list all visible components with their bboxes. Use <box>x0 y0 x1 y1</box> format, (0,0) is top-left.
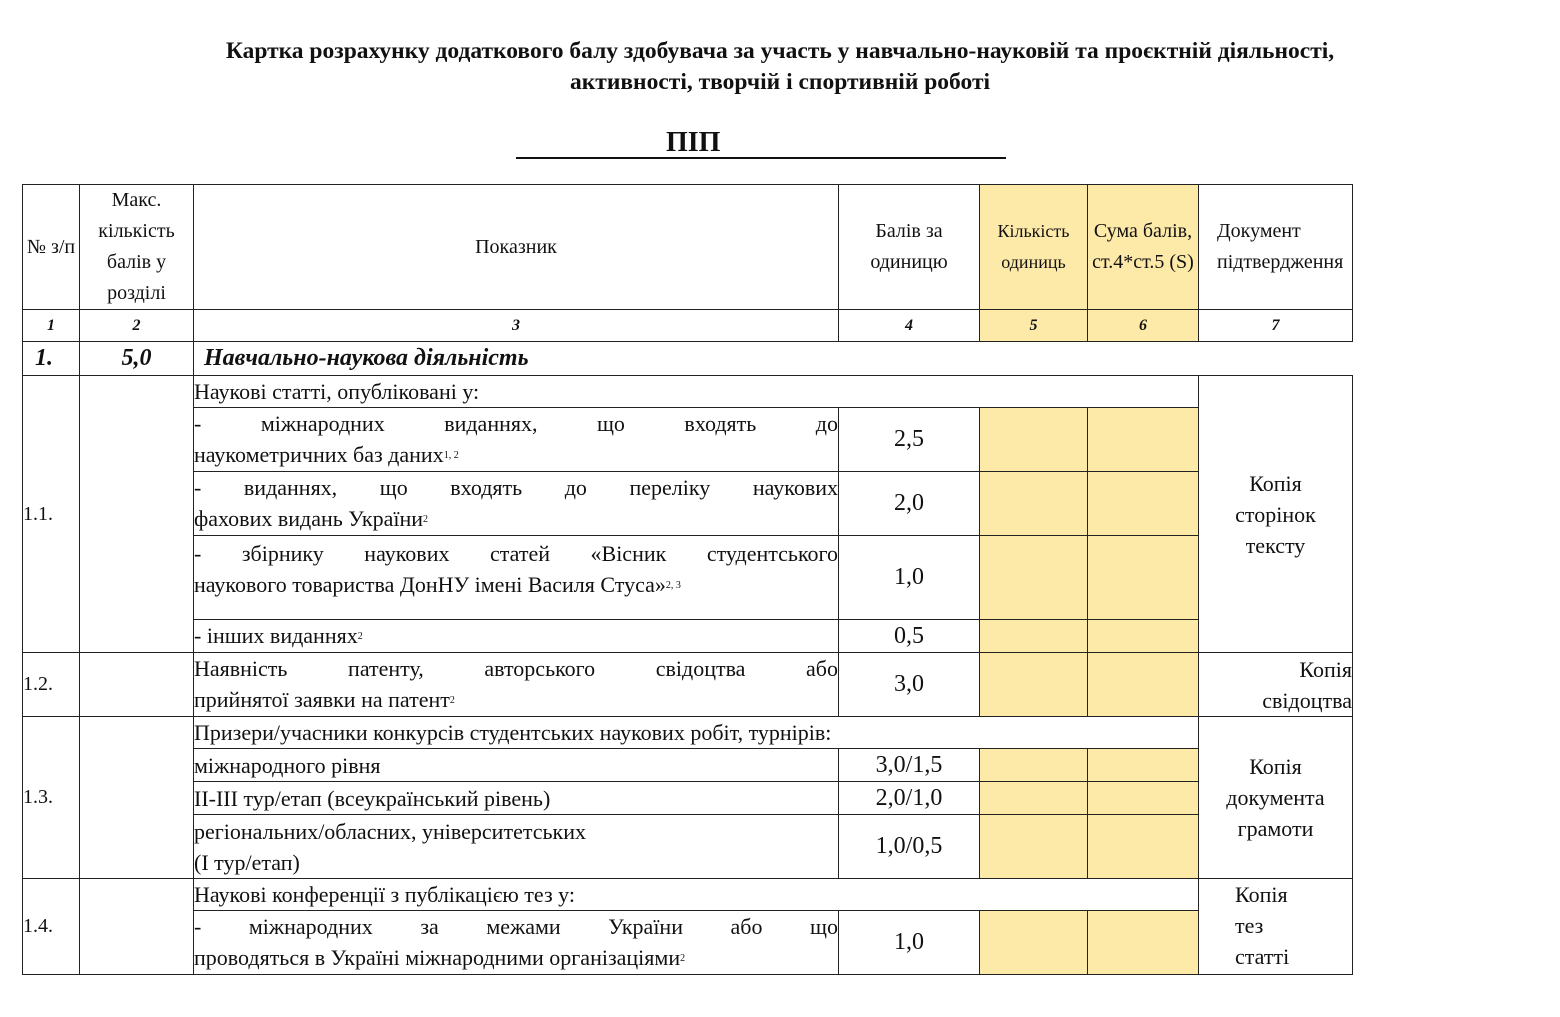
footnote-ref: 2 <box>449 695 455 706</box>
header-number: № з/п <box>23 185 80 310</box>
indicator-line: - інших виданнях <box>194 623 358 648</box>
table-row <box>23 472 1353 536</box>
row-max <box>80 376 194 653</box>
col-num: 1 <box>23 310 80 342</box>
indicator-cell <box>194 408 839 472</box>
units-input[interactable] <box>980 472 1088 536</box>
table-header <box>23 185 1353 310</box>
row-max <box>80 879 194 975</box>
points-value: 2,0/1,0 <box>839 782 980 815</box>
table-row <box>23 653 1353 717</box>
pib-label: ПІП <box>666 127 721 158</box>
indicator-cell: міжнародного рівня <box>194 749 839 782</box>
indicator-line: - міжнародних за межами України або що <box>194 914 838 939</box>
table-row <box>23 749 1353 782</box>
row-title: Наукові статті, опубліковані у: <box>194 376 1199 408</box>
doc-line: Копія <box>1249 754 1302 779</box>
doc-line: тексту <box>1245 532 1306 558</box>
indicator-line: наукового товариства ДонНУ імені Василя Стуса» <box>194 572 666 597</box>
header-points-per-unit: Балів за одиницю <box>839 185 980 310</box>
points-value: 1,0 <box>839 911 980 975</box>
indicator-cell <box>194 536 839 620</box>
sum-input[interactable] <box>1088 749 1199 782</box>
indicator-line: - збірнику наукових статей «Вісник студентського <box>194 541 838 566</box>
doc-line: Копія <box>1249 470 1302 496</box>
sum-input[interactable] <box>1088 536 1199 620</box>
document-title <box>0 36 1560 98</box>
indicator-cell <box>194 620 839 653</box>
header-max-points: Макс. кількість балів у розділі <box>80 185 194 310</box>
score-table <box>22 184 1353 975</box>
units-input[interactable] <box>980 911 1088 975</box>
indicator-line: регіональних/обласних, університетських <box>194 818 586 844</box>
table-row <box>23 815 1353 879</box>
col-num: 4 <box>839 310 980 342</box>
indicator-line: фахових видань України <box>194 506 424 531</box>
col-num: 6 <box>1088 310 1199 342</box>
column-numbers-row <box>23 310 1353 342</box>
indicator-line: (І тур/етап) <box>194 849 300 875</box>
table-row <box>23 717 1353 749</box>
sum-input[interactable] <box>1088 472 1199 536</box>
points-value: 1,0 <box>839 536 980 620</box>
row-document <box>1199 879 1353 975</box>
header-units-count: Кількість одиниць <box>980 185 1088 310</box>
doc-line: свідоцтва <box>1262 687 1352 713</box>
row-title: Призери/учасники конкурсів студентських наукових робіт, турнірів: <box>194 717 1199 749</box>
table-row <box>23 782 1353 815</box>
section-number: 1. <box>23 342 80 376</box>
points-value: 0,5 <box>839 620 980 653</box>
doc-line: Копія <box>1235 882 1288 907</box>
indicator-line: проводяться в Україні міжнародними організаціями <box>194 945 681 970</box>
table-row <box>23 408 1353 472</box>
table-row <box>23 879 1353 911</box>
title-line-1: Картка розрахунку додаткового балу здобувача за участь у навчально-науковій та проєктній діяльності, <box>225 38 1335 64</box>
table-row <box>23 536 1353 620</box>
doc-line: документа <box>1226 785 1325 810</box>
title-line-2: активності, творчій і спортивній роботі <box>569 69 991 95</box>
footnote-ref: 1, 2 <box>443 450 459 461</box>
col-num: 3 <box>194 310 839 342</box>
indicator-cell <box>194 815 839 879</box>
row-document <box>1199 376 1353 653</box>
indicator-line: - виданнях, що входять до переліку наукових <box>194 475 838 500</box>
units-input[interactable] <box>980 782 1088 815</box>
units-input[interactable] <box>980 408 1088 472</box>
points-value: 2,0 <box>839 472 980 536</box>
footnote-ref: 2 <box>357 631 363 642</box>
indicator-line: прийнятої заявки на патент <box>194 687 450 712</box>
points-value: 3,0 <box>839 653 980 717</box>
indicator-cell <box>194 653 839 717</box>
sum-input[interactable] <box>1088 620 1199 653</box>
indicator-line: Наявність патенту, авторського свідоцтва або <box>194 656 838 681</box>
indicator-line: наукометричних баз даних <box>194 442 444 467</box>
header-indicator: Показник <box>194 185 839 310</box>
units-input[interactable] <box>980 620 1088 653</box>
points-value: 3,0/1,5 <box>839 749 980 782</box>
units-input[interactable] <box>980 815 1088 879</box>
indicator-cell: ІІ-ІІІ тур/етап (всеукраїнський рівень) <box>194 782 839 815</box>
sum-input[interactable] <box>1088 782 1199 815</box>
doc-line: Копія <box>1299 656 1352 682</box>
doc-line: сторінок <box>1235 501 1316 527</box>
indicator-cell <box>194 472 839 536</box>
row-number: 1.3. <box>23 717 80 879</box>
units-input[interactable] <box>980 653 1088 717</box>
header-document: Документ підтвердження <box>1199 185 1353 310</box>
row-document <box>1199 653 1353 717</box>
points-value: 1,0/0,5 <box>839 815 980 879</box>
doc-line: грамоти <box>1237 816 1314 841</box>
row-max <box>80 717 194 879</box>
indicator-cell <box>194 911 839 975</box>
row-number: 1.2. <box>23 653 80 717</box>
row-max <box>80 653 194 717</box>
row-number: 1.4. <box>23 879 80 975</box>
doc-line: статті <box>1235 944 1290 969</box>
sum-input[interactable] <box>1088 815 1199 879</box>
footnote-ref: 2 <box>680 953 686 964</box>
table-row <box>23 376 1353 408</box>
pib-field[interactable] <box>516 125 1006 159</box>
table-row <box>23 620 1353 653</box>
col-num: 7 <box>1199 310 1353 342</box>
section-title: Навчально-наукова діяльність <box>194 342 1353 376</box>
indicator-line: - міжнародних виданнях, що входять до <box>194 411 838 436</box>
doc-line: тез <box>1235 913 1264 938</box>
row-title: Наукові конференції з публікацією тез у: <box>194 879 1199 911</box>
col-num: 2 <box>80 310 194 342</box>
col-num: 5 <box>980 310 1088 342</box>
table-row <box>23 911 1353 975</box>
footnote-ref: 2 <box>423 514 429 525</box>
section-row <box>23 342 1353 376</box>
units-input[interactable] <box>980 536 1088 620</box>
row-document <box>1199 717 1353 879</box>
sum-input[interactable] <box>1088 408 1199 472</box>
points-value: 2,5 <box>839 408 980 472</box>
section-max: 5,0 <box>80 342 194 376</box>
units-input[interactable] <box>980 749 1088 782</box>
sum-input[interactable] <box>1088 911 1199 975</box>
sum-input[interactable] <box>1088 653 1199 717</box>
row-number: 1.1. <box>23 376 80 653</box>
footnote-ref: 2, 3 <box>665 580 681 591</box>
header-sum: Сума балів, ст.4*ст.5 (S) <box>1088 185 1199 310</box>
